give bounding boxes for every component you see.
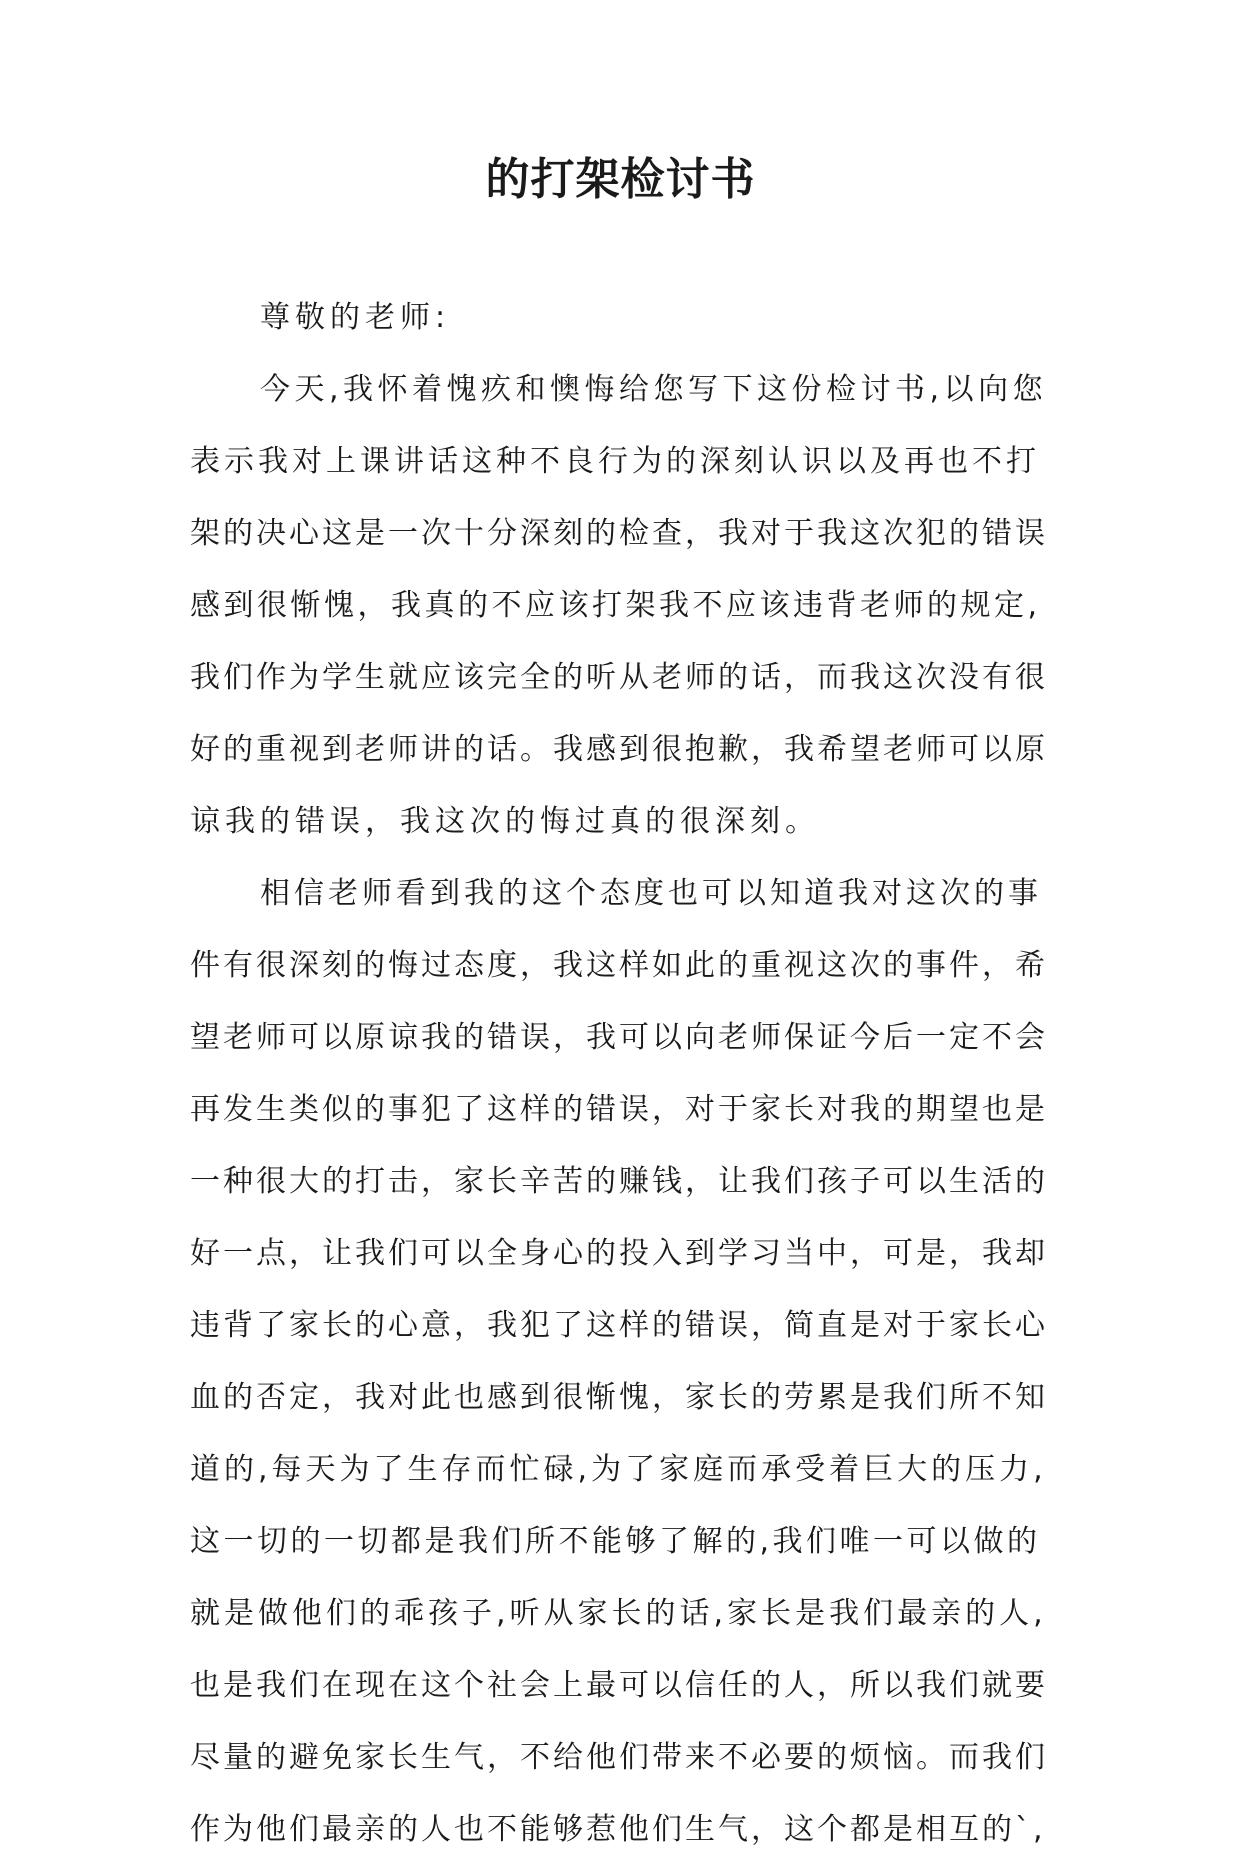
paragraph-line: 这一切的一切都是我们所不能够了解的,我们唯一可以做的 <box>190 1524 1041 1559</box>
paragraph-line: 道的,每天为了生存而忙碌,为了家庭而承受着巨大的压力, <box>190 1452 1047 1487</box>
paragraph-line: 就是做他们的乖孩子,听从家长的话,家长是我们最亲的人, <box>190 1596 1047 1631</box>
paragraph-line: 好一点，让我们可以全身心的投入到学习当中，可是，我却 <box>190 1236 1048 1271</box>
paragraph-line: 好的重视到老师讲的话。我感到很抱歉，我希望老师可以原 <box>190 732 1048 767</box>
paragraph-line: 作为他们最亲的人也不能够惹他们生气，这个都是相互的`, <box>190 1812 1046 1847</box>
paragraph-line: 件有很深刻的悔过态度，我这样如此的重视这次的事件，希 <box>190 948 1048 983</box>
document-title: 的打架检讨书 <box>485 154 756 205</box>
paragraph-line: 谅我的错误，我这次的悔过真的很深刻。 <box>190 804 820 839</box>
paragraph-line: 今天,我怀着愧疚和懊悔给您写下这份检讨书,以向您 <box>260 372 1048 407</box>
paragraph-line: 尽量的避免家长生气，不给他们带来不必要的烦恼。而我们 <box>190 1740 1048 1775</box>
paragraph-line: 一种很大的打击，家长辛苦的赚钱，让我们孩子可以生活的 <box>190 1164 1048 1199</box>
paragraph-line: 望老师可以原谅我的错误，我可以向老师保证今后一定不会 <box>190 1020 1048 1055</box>
paragraph-line: 也是我们在现在这个社会上最可以信任的人，所以我们就要 <box>190 1668 1048 1703</box>
paragraph-line: 感到很惭愧，我真的不应该打架我不应该违背老师的规定, <box>190 588 1041 623</box>
paragraph-line: 再发生类似的事犯了这样的错误，对于家长对我的期望也是 <box>190 1092 1048 1127</box>
paragraph-line: 架的决心这是一次十分深刻的检查，我对于我这次犯的错误 <box>190 516 1048 551</box>
paragraph-line: 表示我对上课讲话这种不良行为的深刻认识以及再也不打 <box>190 444 1040 479</box>
paragraph-line: 我们作为学生就应该完全的听从老师的话，而我这次没有很 <box>190 660 1048 695</box>
paragraph-line: 血的否定，我对此也感到很惭愧，家长的劳累是我们所不知 <box>190 1380 1048 1415</box>
salutation: 尊敬的老师: <box>260 300 451 335</box>
paragraph-line: 违背了家长的心意，我犯了这样的错误，简直是对于家长心 <box>190 1308 1048 1343</box>
paragraph-line: 相信老师看到我的这个态度也可以知道我对这次的事 <box>260 876 1042 911</box>
document-body <box>190 282 1050 1866</box>
